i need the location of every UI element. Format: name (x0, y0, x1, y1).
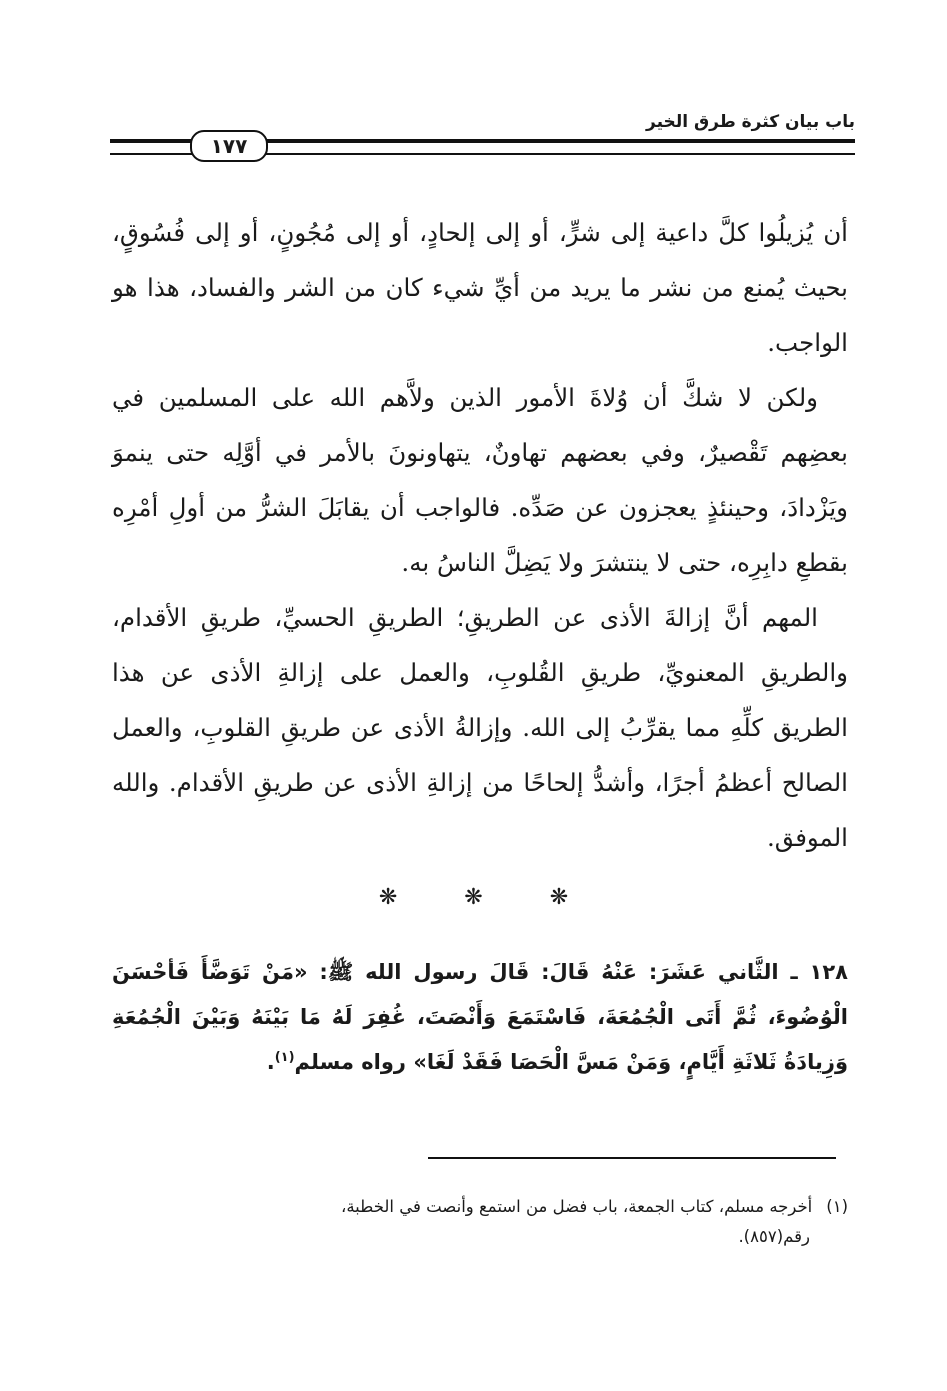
main-text (112, 205, 848, 865)
hadith-128 (112, 950, 848, 1085)
footnote-text: أخرجه مسلم، كتاب الجمعة، باب فضل من استمع وأنصت في الخطبة، (341, 1197, 813, 1216)
footnote (112, 1192, 848, 1252)
hadith-text: ١٢٨ ـ الثَّاني عَشَرَ: عَنْهُ قَالَ: قَالَ رسول الله ﷺ: «مَنْ تَوَضَّأَ فَأحْسَنَ الْوُضُوءَ، ثُمَّ أَتَى الْجُمُعَةَ، فَاسْتَمَعَ وَأَنْصَتَ، غُفِرَ لَهُ مَا بَيْنَهُ وَبَيْنَ الْجُمُعَةِ وَزِيادَةُ ثَلاثَةِ أَيَّامٍ، وَمَنْ مَسَّ الْحَصَا فَقَدْ لَغَا» رواه مسلم (112, 960, 848, 1074)
paragraph-2: ولكن لا شكَّ أن وُلاةَ الأمور الذين ولاَّهم الله على المسلمين في بعضِهم تَقْصيرٌ، وفي بعضهم تهاونٌ، يتهاونونَ بالأمر في أوَّلِه حتى ينموَ ويَزْدادَ، وحينئذٍ يعجزون عن صَدِّه. فالواجب أن يقابَلَ الشرُّ من أولِ أمْرِه بقطعِ دابِرِه، حتى لا ينتشرَ ولا يَضِلَّ الناسُ به. (112, 383, 848, 577)
footnote-reference[interactable]: (١) (274, 1050, 295, 1065)
hadith-end: . (266, 1050, 275, 1074)
footnote-marker: (١) (826, 1197, 848, 1216)
footnote-continuation: رقم(٨٥٧). (738, 1227, 810, 1246)
section-separator: ❋ ❋ ❋ (378, 885, 569, 910)
page-number: ١٧٧ (190, 130, 268, 162)
running-header (110, 112, 855, 162)
chapter-title: باب بيان كثرة طرق الخير (646, 112, 855, 132)
footnote-rule (428, 1157, 836, 1159)
paragraph-1: أن يُزيلُوا كلَّ داعية إلى شرٍّ، أو إلى إلحادٍ، أو إلى مُجُونٍ، أو إلى فُسُوقٍ، بحيث يُمنع من نشر ما يريد من أيِّ شيء كان من الشر والفساد، هذا هو الواجب. (112, 218, 848, 357)
paragraph-3: المهم أنَّ إزالةَ الأذى عن الطريقِ؛ الطريقِ الحسيِّ، طريقِ الأقدام، والطريقِ المعنويِّ، طريقِ القُلوبِ، والعمل على إزالةِ الأذى عن هذا الطريق كلِّهِ مما يقرِّبُ إلى الله. وإزالةُ الأذى عن طريقِ القلوبِ، والعمل الصالح أعظمُ أجرًا، وأشدُّ إلحاحًا من إزالةِ الأذى عن طريقِ الأقدام. والله الموفق. (112, 603, 848, 852)
